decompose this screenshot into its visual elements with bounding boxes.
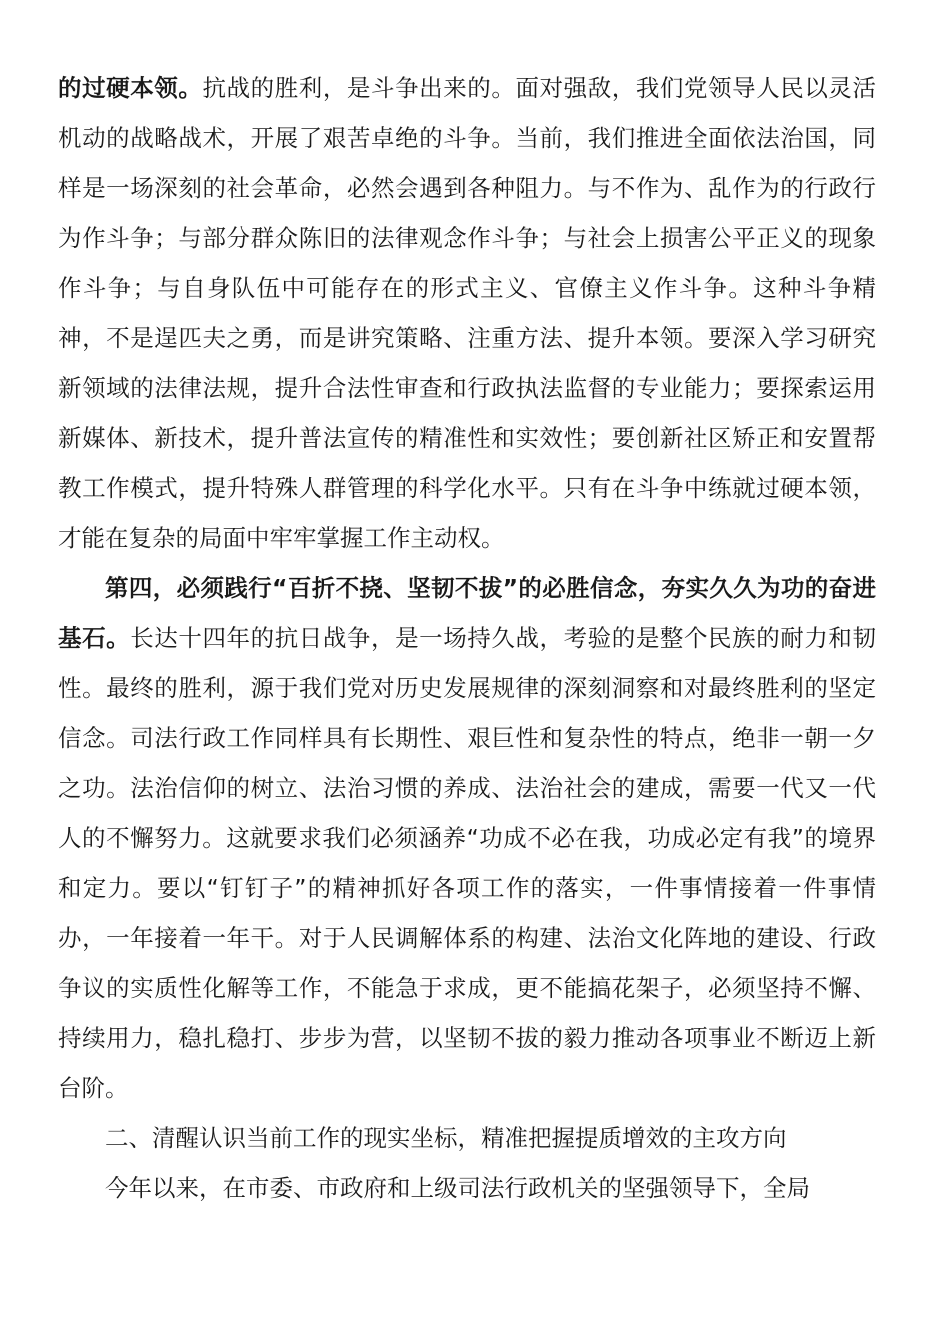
paragraph-lead-bold: 第四，必须践行“百折不挠、坚韧不拔”的必胜信念，夯实久久为功的奋进基石。 <box>58 574 876 652</box>
paragraph-text: 抗战的胜利，是斗争出来的。面对强敌，我们党领导人民以灵活机动的战略战术，开展了艰苦卓绝的斗争。当前，我们推进全面依法治国，同样是一场深刻的社会革命，必然会遇到各种阻力。与不作为、乱作为的行政行为作斗争；与部分群众陈旧的法律观念作斗争；与社会上损害公平正义的现象作斗争；与自身队伍中可能存在的形式主义、官僚主义作斗争。这种斗争精神，不是逞匹夫之勇，而是讲究策略、注重方法、提升本领。要深入学习研究新领域的法律法规，提升合法性审查和行政执法监督的专业能力；要探索运用新媒体、新技术，提升普法宣传的精准性和实效性；要创新社区矫正和安置帮教工作模式，提升特殊人群管理的科学化水平。只有在斗争中练就过硬本领，才能在复杂的局面中牢牢掌握工作主动权。 <box>58 74 877 552</box>
paragraph-section-intro: 今年以来，在市委、市政府和上级司法行政机关的坚强领导下，全局 <box>105 1174 810 1202</box>
section-heading: 二、清醒认识当前工作的现实坐标，精准把握提质增效的主攻方向 <box>105 1124 787 1152</box>
paragraph-continued <box>58 63 876 563</box>
paragraph-text: 长达十四年的抗日战争，是一场持久战，考验的是整个民族的耐力和韧性。最终的胜利，源于我们党对历史发展规律的深刻洞察和对最终胜利的坚定信念。司法行政工作同样具有长期性、艰巨性和复杂性的特点，绝非一朝一夕之功。法治信仰的树立、法治习惯的养成、法治社会的建成，需要一代又一代人的不懈努力。这就要求我们必须涵养“功成不必在我，功成必定有我”的境界和定力。要以“钉钉子”的精神抓好各项工作的落实，一件事情接着一件事情办，一年接着一年干。对于人民调解体系的构建、法治文化阵地的建设、行政争议的实质性化解等工作，不能急于求成，更不能搞花架子，必须坚持不懈、持续用力，稳扎稳打、步步为营，以坚韧不拔的毅力推动各项事业不断迈上新台阶。 <box>58 624 877 1102</box>
paragraph-lead-bold: 的过硬本领。 <box>58 74 203 102</box>
paragraph-point-four <box>58 563 876 1113</box>
document-body <box>58 63 876 1213</box>
